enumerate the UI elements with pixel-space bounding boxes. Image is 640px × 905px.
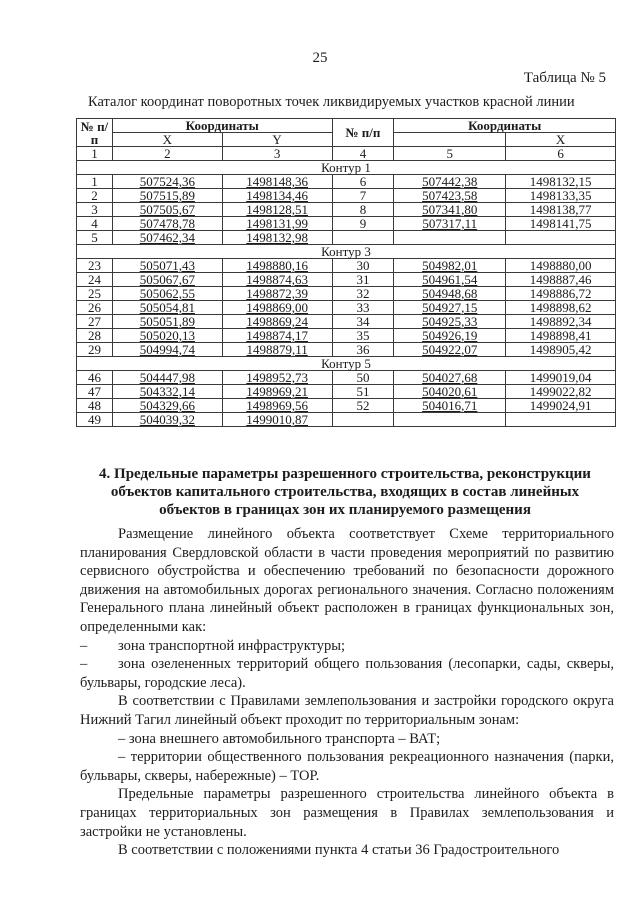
table-cell bbox=[394, 413, 506, 427]
table-cell: 29 bbox=[77, 343, 113, 357]
table-cell: 507317,11 bbox=[394, 217, 506, 231]
table-cell: 1498869,24 bbox=[222, 315, 332, 329]
table-cell: 505062,55 bbox=[112, 287, 222, 301]
paragraph: Размещение линейного объекта соответствует Схеме территориального планирования Свердловской области в части проведения мероприятий по развитию сервисного обустройства и обеспечению требований по безопасности дорожного движения на автомобильных дорогах регионального значения. Согласно положениям Генерального плана линейный объект расположен в границах функциональных зон, определенными как: bbox=[80, 526, 614, 635]
table-cell: 504994,74 bbox=[112, 343, 222, 357]
table-cell: 1498133,35 bbox=[506, 189, 616, 203]
col-number: 2 bbox=[112, 147, 222, 161]
table-cell: 507524,36 bbox=[112, 175, 222, 189]
table-cell: 2 bbox=[77, 189, 113, 203]
table-cell: 1498898,41 bbox=[506, 329, 616, 343]
table-cell: 1498969,56 bbox=[222, 399, 332, 413]
table-cell: 48 bbox=[77, 399, 113, 413]
coordinates-table bbox=[76, 118, 616, 427]
table-cell bbox=[506, 231, 616, 245]
contour-title: Контур 1 bbox=[77, 161, 616, 175]
header-x-2: X bbox=[506, 133, 616, 147]
table-cell: 31 bbox=[332, 273, 394, 287]
table-cell: 25 bbox=[77, 287, 113, 301]
table-cell: 505051,89 bbox=[112, 315, 222, 329]
table-cell bbox=[332, 413, 394, 427]
col-number: 6 bbox=[506, 147, 616, 161]
table-cell: 507505,67 bbox=[112, 203, 222, 217]
table-cell: 27 bbox=[77, 315, 113, 329]
table-cell bbox=[332, 231, 394, 245]
table-cell: 504927,15 bbox=[394, 301, 506, 315]
table-cell: 507478,78 bbox=[112, 217, 222, 231]
table-row bbox=[77, 385, 616, 399]
table-cell: 47 bbox=[77, 385, 113, 399]
col-number: 4 bbox=[332, 147, 394, 161]
header-num-2: № п/п bbox=[332, 119, 394, 147]
table-row bbox=[77, 217, 616, 231]
table-cell: 507423,58 bbox=[394, 189, 506, 203]
table-cell: 23 bbox=[77, 259, 113, 273]
table-row bbox=[77, 231, 616, 245]
table-cell: 33 bbox=[332, 301, 394, 315]
header-y: Y bbox=[222, 133, 332, 147]
table-cell: 1499019,04 bbox=[506, 371, 616, 385]
header-coords: Координаты bbox=[112, 119, 332, 133]
table-cell: 46 bbox=[77, 371, 113, 385]
table-cell: 507462,34 bbox=[112, 231, 222, 245]
table-caption: Каталог координат поворотных точек ликвидируемых участков красной линии bbox=[88, 94, 575, 110]
table-cell: 1498905,42 bbox=[506, 343, 616, 357]
table-cell: 1498886,72 bbox=[506, 287, 616, 301]
table-cell: 1499010,87 bbox=[222, 413, 332, 427]
table-cell: 30 bbox=[332, 259, 394, 273]
table-cell: 1498128,51 bbox=[222, 203, 332, 217]
table-cell: 505071,43 bbox=[112, 259, 222, 273]
table-cell: 504039,32 bbox=[112, 413, 222, 427]
table-label: Таблица № 5 bbox=[523, 70, 606, 86]
table-cell: 36 bbox=[332, 343, 394, 357]
table-colnum-row bbox=[77, 147, 616, 161]
table-cell: 505020,13 bbox=[112, 329, 222, 343]
table-cell: 1498132,98 bbox=[222, 231, 332, 245]
table-row bbox=[77, 175, 616, 189]
table-cell: 4 bbox=[77, 217, 113, 231]
table-cell: 1498874,17 bbox=[222, 329, 332, 343]
table-cell: 504329,66 bbox=[112, 399, 222, 413]
table-cell: 1498131,99 bbox=[222, 217, 332, 231]
table-cell: 507442,38 bbox=[394, 175, 506, 189]
table-cell: 504948,68 bbox=[394, 287, 506, 301]
table-cell: 50 bbox=[332, 371, 394, 385]
table-cell: 507515,89 bbox=[112, 189, 222, 203]
table-cell: 3 bbox=[77, 203, 113, 217]
page-number: 25 bbox=[312, 50, 328, 66]
table-cell: 1 bbox=[77, 175, 113, 189]
table-cell: 28 bbox=[77, 329, 113, 343]
table-row bbox=[77, 371, 616, 385]
table-cell: 1498134,46 bbox=[222, 189, 332, 203]
table-cell bbox=[394, 231, 506, 245]
paragraph: – территории общественного пользования рекреационного назначения (парки, бульвары, скверы, набережные) – ТОР. bbox=[80, 749, 614, 784]
contour-row bbox=[77, 357, 616, 371]
table-cell: 1499024,91 bbox=[506, 399, 616, 413]
paragraph: – зона внешнего автомобильного транспорта – ВАТ; bbox=[118, 730, 441, 747]
table-cell: 35 bbox=[332, 329, 394, 343]
table-cell: 1498869,00 bbox=[222, 301, 332, 315]
contour-row bbox=[77, 161, 616, 175]
table-cell: 504922,07 bbox=[394, 343, 506, 357]
col-number: 5 bbox=[394, 147, 506, 161]
table-row bbox=[77, 203, 616, 217]
paragraph: В соответствии с положениями пункта 4 статьи 36 Градостроительного bbox=[118, 842, 560, 859]
table-cell: 8 bbox=[332, 203, 394, 217]
table-cell: 1498141,75 bbox=[506, 217, 616, 231]
table-row bbox=[77, 399, 616, 413]
table-row bbox=[77, 315, 616, 329]
table-cell: 26 bbox=[77, 301, 113, 315]
table-cell: 34 bbox=[332, 315, 394, 329]
table-cell: 1498132,15 bbox=[506, 175, 616, 189]
table-cell: 1498880,00 bbox=[506, 259, 616, 273]
table-row bbox=[77, 413, 616, 427]
table-cell: 24 bbox=[77, 273, 113, 287]
paragraph: В соответствии с Правилами землепользования и застройки городского округа Нижний Тагил линейный объект проходит по территориальным зонам: bbox=[80, 693, 614, 728]
header-coords-2: Координаты bbox=[394, 119, 616, 133]
table-cell: 504925,33 bbox=[394, 315, 506, 329]
table-row bbox=[77, 259, 616, 273]
table-row bbox=[77, 287, 616, 301]
col-number: 1 bbox=[77, 147, 113, 161]
section-title: 4. Предельные параметры разрешенного строительства, реконструкции объектов капитального строительства, входящих в состав линейных объектов в границах зон их планируемого размещения bbox=[99, 466, 591, 518]
table-cell: 504961,54 bbox=[394, 273, 506, 287]
table-cell: 5 bbox=[77, 231, 113, 245]
table-cell: 507341,80 bbox=[394, 203, 506, 217]
table-cell: 1498952,73 bbox=[222, 371, 332, 385]
body-text bbox=[80, 525, 614, 860]
contour-title: Контур 5 bbox=[77, 357, 616, 371]
table-cell bbox=[506, 413, 616, 427]
table-cell: 504016,71 bbox=[394, 399, 506, 413]
header-x: X bbox=[112, 133, 222, 147]
table-cell: 504447,98 bbox=[112, 371, 222, 385]
table-cell: 504332,14 bbox=[112, 385, 222, 399]
table-cell: 1499022,82 bbox=[506, 385, 616, 399]
table-cell: 1498887,46 bbox=[506, 273, 616, 287]
list-item: – зона транспортной инфраструктуры; bbox=[80, 637, 346, 654]
header-empty bbox=[394, 133, 506, 147]
table-cell: 52 bbox=[332, 399, 394, 413]
table-row bbox=[77, 329, 616, 343]
table-cell: 1498879,11 bbox=[222, 343, 332, 357]
table-cell: 1498892,34 bbox=[506, 315, 616, 329]
table-cell: 504926,19 bbox=[394, 329, 506, 343]
table-cell: 504027,68 bbox=[394, 371, 506, 385]
header-num: № п/п bbox=[77, 119, 113, 147]
table-row bbox=[77, 189, 616, 203]
table-row bbox=[77, 301, 616, 315]
table-cell: 1498880,16 bbox=[222, 259, 332, 273]
table-row bbox=[77, 343, 616, 357]
table-cell: 1498874,63 bbox=[222, 273, 332, 287]
table-cell: 504020,61 bbox=[394, 385, 506, 399]
table-body bbox=[77, 161, 616, 427]
table-cell: 1498148,36 bbox=[222, 175, 332, 189]
table-header-row bbox=[77, 119, 616, 133]
paragraph: Предельные параметры разрешенного строительства линейного объекта в границах территориальных зон размещения в Правилах землепользования и застройки не установлены. bbox=[80, 786, 614, 840]
table-cell: 505054,81 bbox=[112, 301, 222, 315]
table-cell: 1498898,62 bbox=[506, 301, 616, 315]
table-cell: 1498969,21 bbox=[222, 385, 332, 399]
contour-title: Контур 3 bbox=[77, 245, 616, 259]
table-cell: 49 bbox=[77, 413, 113, 427]
contour-row bbox=[77, 245, 616, 259]
col-number: 3 bbox=[222, 147, 332, 161]
table-cell: 51 bbox=[332, 385, 394, 399]
table-cell: 504982,01 bbox=[394, 259, 506, 273]
table-cell: 9 bbox=[332, 217, 394, 231]
table-cell: 6 bbox=[332, 175, 394, 189]
table-row bbox=[77, 273, 616, 287]
table-cell: 505067,67 bbox=[112, 273, 222, 287]
table-cell: 1498138,77 bbox=[506, 203, 616, 217]
list-item: – зона озелененных территорий общего пользования (лесопарки, сады, скверы, бульвары, городские леса). bbox=[80, 656, 614, 691]
table-cell: 1498872,39 bbox=[222, 287, 332, 301]
table-cell: 7 bbox=[332, 189, 394, 203]
table-cell: 32 bbox=[332, 287, 394, 301]
